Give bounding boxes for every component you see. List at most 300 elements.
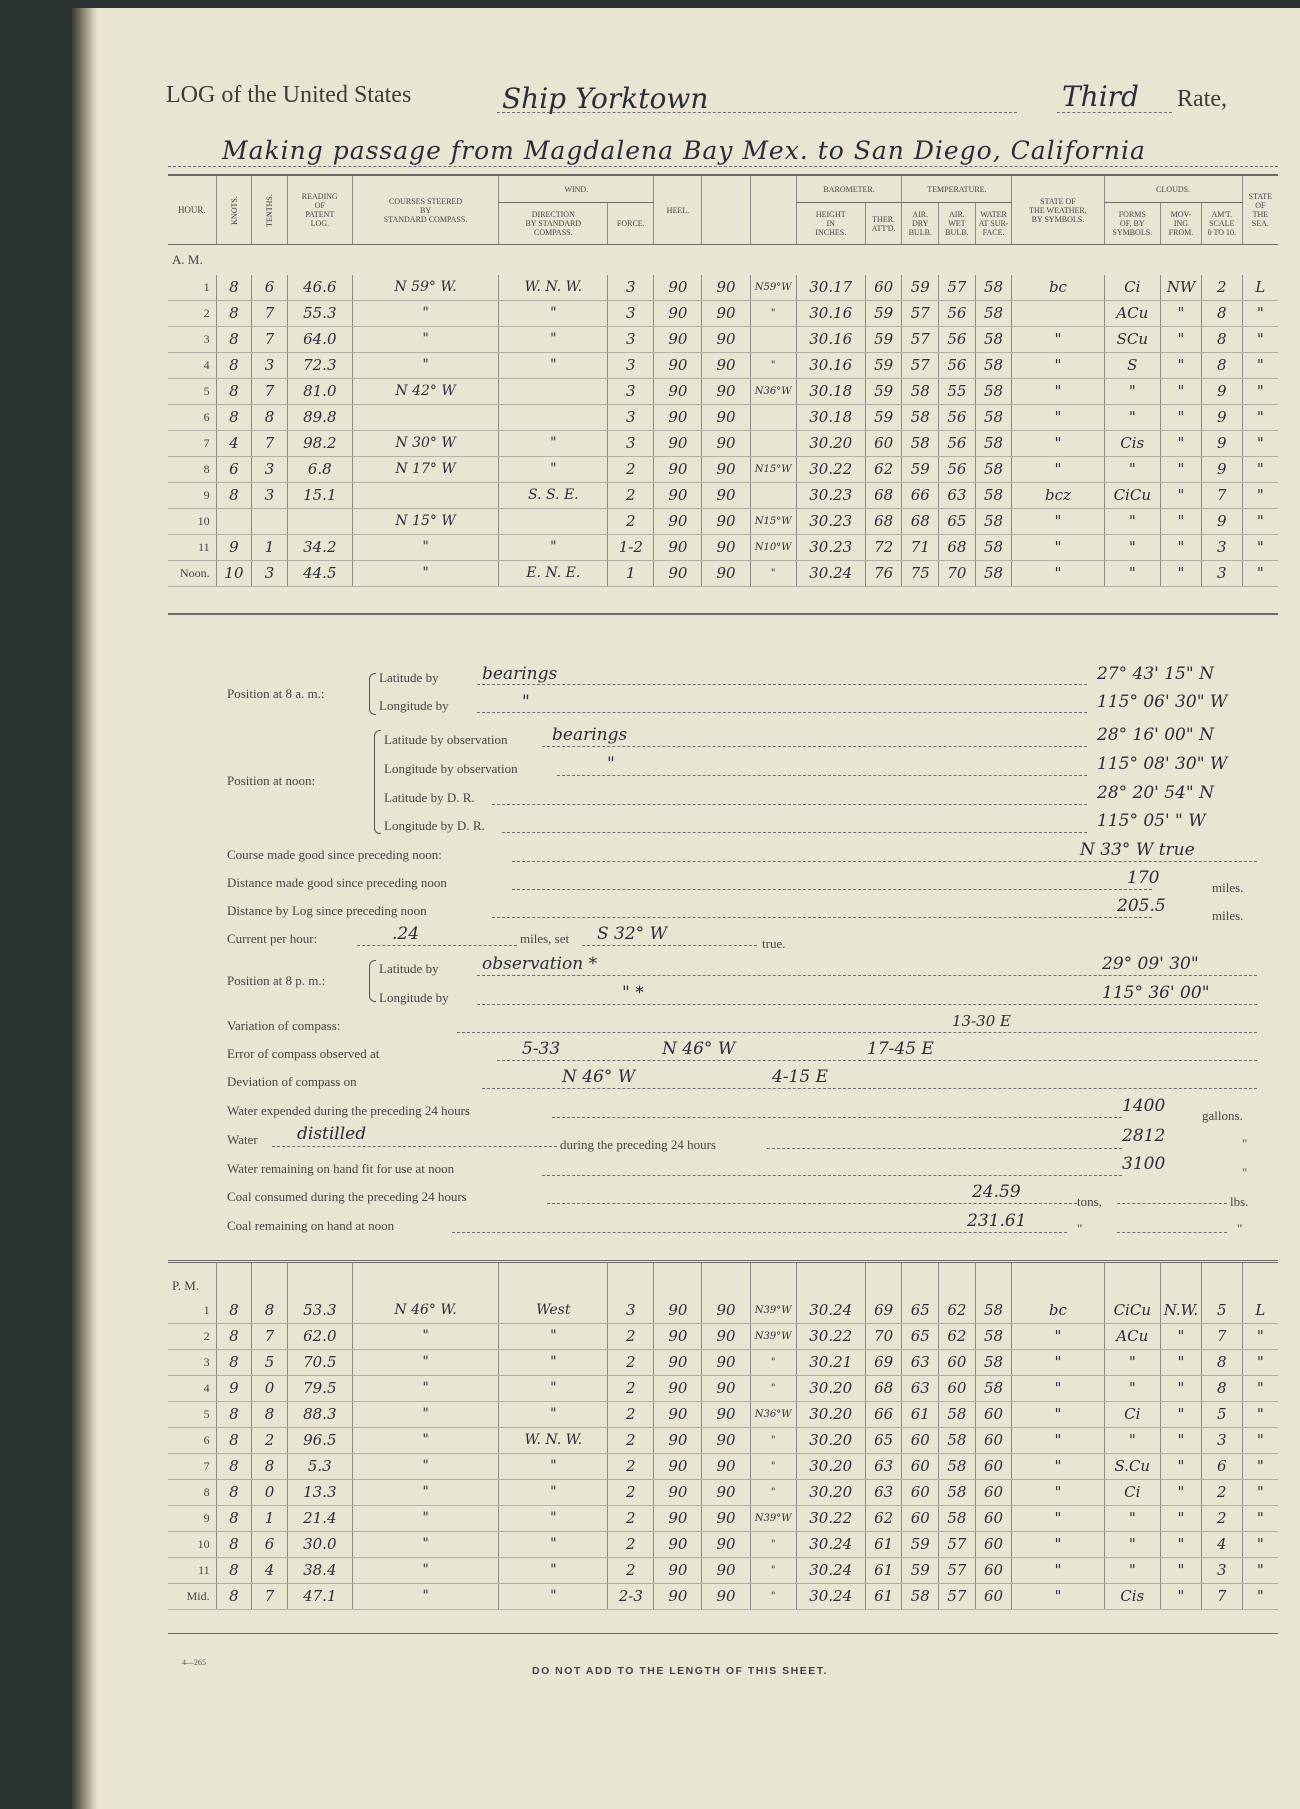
cell-heel2: 90 [702,1531,750,1557]
col-patent-log: READING OF PATENT LOG. [287,175,352,245]
cell-course: " [352,1583,499,1609]
cell-h: 4 [168,1375,216,1401]
cell-h: 1 [168,1298,216,1324]
cell-heel2: 90 [702,560,750,586]
cell-course: N 15° W [352,508,499,534]
cell-ther: 62 [865,1505,902,1531]
cell-heel3: " [750,300,796,326]
cell-k: 9 [216,1375,252,1401]
cell-sea: " [1242,508,1278,534]
cell-bar: 30.21 [796,1349,865,1375]
cell-wet: 62 [939,1323,976,1349]
cell-h: 3 [168,1349,216,1375]
cell-t: 6 [252,275,288,301]
cell-heel1: 90 [654,1453,702,1479]
lat-obs-noon-value: 28° 16' 00" N [1097,725,1214,745]
lat-8am-value: 27° 43' 15" N [1097,664,1214,684]
course-made-value: N 33° W true [1080,840,1195,860]
cell-k: 4 [216,430,252,456]
position-noon-label: Position at noon: [227,773,316,788]
cell-heel2: 90 [702,482,750,508]
cell-k: 8 [216,352,252,378]
cell-wdir: " [499,1401,608,1427]
cell-bar: 30.20 [796,1453,865,1479]
cell-heel1: 90 [654,1557,702,1583]
cell-k: 8 [216,326,252,352]
cell-k: 8 [216,275,252,301]
am-row [168,456,1278,482]
cell-heel2: 90 [702,300,750,326]
cell-moving: " [1161,430,1202,456]
cell-heel3: " [750,1531,796,1557]
cell-amt: 9 [1201,404,1242,430]
cell-sea: L [1242,275,1278,301]
lon-obs-label: Longitude by observation [384,761,518,776]
water-distilled-word: distilled [297,1124,367,1144]
cell-course: " [352,1427,499,1453]
cell-heel2: 90 [702,352,750,378]
cell-course: " [352,534,499,560]
cell-h: 1 [168,275,216,301]
cell-wdir: " [499,1323,608,1349]
cell-t: 8 [252,404,288,430]
cell-weather: bcz [1012,482,1104,508]
cell-forms: Ci [1104,275,1161,301]
cell-course: " [352,1505,499,1531]
cell-log: 96.5 [287,1427,352,1453]
cell-heel1: 90 [654,1505,702,1531]
cell-heel1: 90 [654,560,702,586]
cell-amt: 2 [1201,1505,1242,1531]
cell-ther: 76 [865,560,902,586]
cell-t: 0 [252,1479,288,1505]
cell-wet: 56 [939,300,976,326]
cell-wet: 56 [939,326,976,352]
cell-wet: 70 [939,560,976,586]
cell-dry: 68 [902,508,939,534]
cell-t: 7 [252,1583,288,1609]
cell-heel1: 90 [654,352,702,378]
col-tenths: TENTHS. [252,175,288,245]
cell-ther: 69 [865,1349,902,1375]
cell-sea: " [1242,352,1278,378]
cell-amt: 8 [1201,352,1242,378]
lon-dr-label: Longitude by D. R. [384,818,485,833]
cell-t: 8 [252,1298,288,1324]
cell-k: 8 [216,1401,252,1427]
cell-heel1: 90 [654,1531,702,1557]
cell-h: 5 [168,1401,216,1427]
coal-remaining-value: 231.61 [967,1211,1027,1231]
cell-wdir: " [499,1531,608,1557]
form-number: 4—265 [182,1658,206,1667]
cell-wet: 57 [939,1583,976,1609]
cell-amt: 7 [1201,482,1242,508]
cell-heel1: 90 [654,326,702,352]
cell-wdir: " [499,1479,608,1505]
cell-heel1: 90 [654,1298,702,1324]
cell-weather: " [1012,430,1104,456]
cell-moving: " [1161,534,1202,560]
cell-k: 6 [216,456,252,482]
lon-dr-noon-value: 115° 05' " W [1097,811,1206,831]
pm-row [168,1323,1278,1349]
lon-8pm-method: " * [622,983,644,1003]
cell-course [352,482,499,508]
cell-heel2: 90 [702,1583,750,1609]
cell-force: 3 [608,1298,654,1324]
cell-sea: " [1242,1323,1278,1349]
cell-forms: S.Cu [1104,1453,1161,1479]
cell-h: 7 [168,430,216,456]
cell-heel2: 90 [702,1505,750,1531]
cell-heel3: N39°W [750,1505,796,1531]
cell-force: 2 [608,1479,654,1505]
cell-water: 60 [975,1557,1012,1583]
cell-wdir: " [499,1349,608,1375]
col-heel-c [750,175,796,245]
gallons-label: gallons. [1202,1108,1243,1123]
cell-bar: 30.22 [796,1505,865,1531]
cell-force: 3 [608,404,654,430]
cell-dry: 57 [902,300,939,326]
cell-weather: bc [1012,1298,1104,1324]
cell-dry: 60 [902,1505,939,1531]
cell-wdir: " [499,1583,608,1609]
dist-log-value: 205.5 [1117,896,1166,916]
lon-obs-method: " [607,754,615,774]
am-row [168,430,1278,456]
cell-course: " [352,1349,499,1375]
cell-heel1: 90 [654,378,702,404]
col-courses: COURSES STEERED BY STANDARD COMPASS. [352,175,499,245]
cell-amt: 3 [1201,1557,1242,1583]
log-title: LOG of the United States [166,82,412,108]
cell-bar: 30.20 [796,1479,865,1505]
cell-heel1: 90 [654,300,702,326]
cell-wet: 57 [939,1531,976,1557]
col-temperature: TEMPERATURE. [902,175,1012,203]
col-barometer: BAROMETER. [796,175,902,203]
cell-dry: 58 [902,378,939,404]
cell-heel3: N36°W [750,378,796,404]
cell-amt: 7 [1201,1583,1242,1609]
cell-heel2: 90 [702,275,750,301]
cell-heel3: " [750,1427,796,1453]
cell-heel3 [750,326,796,352]
cell-t: 3 [252,456,288,482]
cell-bar: 30.20 [796,1427,865,1453]
cell-h: 3 [168,326,216,352]
cell-dry: 59 [902,1557,939,1583]
cell-k: 8 [216,378,252,404]
cell-force: 2 [608,1557,654,1583]
cell-force: 2 [608,1401,654,1427]
cell-moving: " [1161,1583,1202,1609]
cell-heel1: 90 [654,1349,702,1375]
cell-t: 5 [252,1349,288,1375]
water-expended-value: 1400 [1122,1096,1166,1116]
cell-t: 2 [252,1427,288,1453]
cell-forms: CiCu [1104,482,1161,508]
cell-h: Mid. [168,1583,216,1609]
cell-dry: 65 [902,1298,939,1324]
cell-heel2: 90 [702,430,750,456]
cell-heel2: 90 [702,1557,750,1583]
cell-heel2: 90 [702,404,750,430]
cell-sea: " [1242,1349,1278,1375]
cell-log: 81.0 [287,378,352,404]
lat-obs-method: bearings [552,725,628,745]
cell-heel3: " [750,1479,796,1505]
variation-label: Variation of compass: [227,1018,341,1033]
cell-moving: " [1161,508,1202,534]
cell-amt: 3 [1201,1427,1242,1453]
miles-set-label: miles, set [520,931,570,946]
cell-dry: 71 [902,534,939,560]
am-row [168,508,1278,534]
cell-moving: " [1161,300,1202,326]
cell-weather: " [1012,560,1104,586]
cell-moving: " [1161,378,1202,404]
cell-k: 8 [216,1298,252,1324]
cell-water: 60 [975,1401,1012,1427]
lon-8am-value: 115° 06' 30" W [1097,692,1228,712]
cell-heel3: N10°W [750,534,796,560]
cell-ther: 61 [865,1531,902,1557]
cell-sea: " [1242,534,1278,560]
cell-amt: 2 [1201,1479,1242,1505]
cell-ther: 72 [865,534,902,560]
tons-label: tons, [1077,1194,1102,1209]
cell-water: 58 [975,482,1012,508]
cell-heel1: 90 [654,275,702,301]
col-cloud-forms: FORMS OF, BY SYMBOLS. [1104,203,1161,245]
cell-sea: " [1242,482,1278,508]
cell-heel3 [750,404,796,430]
cell-heel1: 90 [654,1375,702,1401]
cell-heel2: 90 [702,508,750,534]
cell-sea: " [1242,456,1278,482]
cell-heel1: 90 [654,404,702,430]
cell-weather: " [1012,1583,1104,1609]
cell-water: 58 [975,300,1012,326]
cell-water: 58 [975,1298,1012,1324]
cell-forms: " [1104,1531,1161,1557]
cell-dry: 57 [902,352,939,378]
coal-consumed-value: 24.59 [972,1182,1021,1202]
cell-moving: " [1161,482,1202,508]
cell-heel1: 90 [654,508,702,534]
cell-water: 58 [975,1349,1012,1375]
cell-h: 9 [168,1505,216,1531]
cell-wet: 56 [939,430,976,456]
rate-label: Rate, [1177,86,1227,112]
cell-weather: " [1012,1427,1104,1453]
cell-ther: 61 [865,1557,902,1583]
coal-consumed-label: Coal consumed during the preceding 24 hours [227,1189,467,1204]
cell-log: 79.5 [287,1375,352,1401]
cell-wet: 65 [939,508,976,534]
cell-moving: " [1161,1557,1202,1583]
cell-dry: 60 [902,1453,939,1479]
cell-wet: 58 [939,1401,976,1427]
am-row [168,300,1278,326]
cell-moving: " [1161,1323,1202,1349]
col-knots: KNOTS. [216,175,252,245]
pm-row [168,1557,1278,1583]
cell-wet: 56 [939,352,976,378]
col-sea: STATE OF THE SEA. [1242,175,1278,245]
cell-force: 2 [608,1349,654,1375]
cell-sea: " [1242,1531,1278,1557]
cell-weather: " [1012,1375,1104,1401]
cell-water: 58 [975,456,1012,482]
cell-bar: 30.23 [796,482,865,508]
cell-course: " [352,1557,499,1583]
cell-t: 0 [252,1375,288,1401]
lat-8am-method: bearings [482,664,558,684]
lat-8pm-value: 29° 09' 30" [1102,954,1199,974]
cell-weather: " [1012,1479,1104,1505]
cell-t: 1 [252,1505,288,1531]
cell-wdir: " [499,1505,608,1531]
cell-ther: 59 [865,404,902,430]
cell-amt: 8 [1201,300,1242,326]
cell-bar: 30.17 [796,275,865,301]
error-label: Error of compass observed at [227,1046,380,1061]
cell-wdir: " [499,300,608,326]
cell-h: 11 [168,534,216,560]
cell-moving: " [1161,1349,1202,1375]
cell-bar: 30.16 [796,352,865,378]
cell-amt: 6 [1201,1453,1242,1479]
passage-description: Making passage from Magdalena Bay Mex. to San Diego, California [222,136,1146,165]
pm-row [168,1531,1278,1557]
cell-heel3 [750,430,796,456]
cell-bar: 30.24 [796,560,865,586]
cell-force: 3 [608,300,654,326]
cell-h: 2 [168,300,216,326]
cell-forms: " [1104,560,1161,586]
miles-label-1: miles. [1212,880,1244,895]
cell-course: " [352,300,499,326]
cell-force: 3 [608,326,654,352]
cell-k: 8 [216,1479,252,1505]
cell-log: 53.3 [287,1298,352,1324]
cell-dry: 59 [902,275,939,301]
am-row [168,378,1278,404]
current-value: .24 [392,924,420,944]
cell-force: 3 [608,378,654,404]
cell-log: 46.6 [287,275,352,301]
cell-amt: 3 [1201,560,1242,586]
cell-force: 3 [608,275,654,301]
cell-force: 2 [608,456,654,482]
col-cloud-moving: MOV- ING FROM. [1161,203,1202,245]
error-bearing: N 46° W [662,1039,736,1059]
variation-value: 13-30 E [952,1012,1011,1030]
cell-moving: " [1161,404,1202,430]
cell-amt: 5 [1201,1298,1242,1324]
lon-8am-method: " [522,692,530,712]
cell-sea: " [1242,300,1278,326]
position-8am-label: Position at 8 a. m.: [227,686,325,701]
lon-obs-noon-value: 115° 08' 30" W [1097,754,1228,774]
cell-log: 13.3 [287,1479,352,1505]
cell-forms: ACu [1104,300,1161,326]
cell-weather: " [1012,326,1104,352]
cell-bar: 30.24 [796,1531,865,1557]
cell-bar: 30.16 [796,300,865,326]
cell-wdir: " [499,1375,608,1401]
cell-moving: " [1161,1531,1202,1557]
cell-ther: 68 [865,482,902,508]
cell-wdir: " [499,1557,608,1583]
cell-bar: 30.16 [796,326,865,352]
lat-8pm-method: observation * [482,954,598,974]
cell-sea: " [1242,1505,1278,1531]
cell-water: 58 [975,430,1012,456]
cell-weather: " [1012,456,1104,482]
am-row [168,352,1278,378]
cell-k: 8 [216,1505,252,1531]
cell-wet: 60 [939,1349,976,1375]
cell-course: N 59° W. [352,275,499,301]
cell-k: 8 [216,1531,252,1557]
cell-wet: 62 [939,1298,976,1324]
cell-water: 60 [975,1531,1012,1557]
cell-log: 38.4 [287,1557,352,1583]
position-8pm-label: Position at 8 p. m.: [227,973,326,988]
lon-by-label: Longitude by [379,698,449,713]
footer-notice: DO NOT ADD TO THE LENGTH OF THIS SHEET. [532,1665,828,1677]
cell-heel1: 90 [654,482,702,508]
current-label: Current per hour: [227,931,318,946]
cell-wet: 68 [939,534,976,560]
cell-amt: 9 [1201,378,1242,404]
cell-k: 9 [216,534,252,560]
cell-sea: " [1242,1375,1278,1401]
cell-sea: " [1242,430,1278,456]
cell-wdir: " [499,1453,608,1479]
error-time: 5-33 [522,1039,561,1059]
cell-water: 58 [975,508,1012,534]
cell-water: 60 [975,1453,1012,1479]
cell-heel3: " [750,1583,796,1609]
cell-water: 58 [975,378,1012,404]
cell-bar: 30.18 [796,404,865,430]
cell-weather: " [1012,1505,1104,1531]
cell-heel2: 90 [702,1323,750,1349]
cell-weather: " [1012,1453,1104,1479]
am-row [168,275,1278,301]
cell-ther: 66 [865,1401,902,1427]
miles-label-2: miles. [1212,908,1244,923]
pm-log-table [168,1260,1278,1634]
true-label: true. [762,936,786,951]
cell-heel2: 90 [702,378,750,404]
cell-moving: " [1161,1505,1202,1531]
cell-dry: 58 [902,1583,939,1609]
cell-ther: 59 [865,326,902,352]
cell-log: 15.1 [287,482,352,508]
cell-wet: 58 [939,1427,976,1453]
cell-water: 58 [975,352,1012,378]
cell-course: " [352,352,499,378]
cell-ther: 70 [865,1323,902,1349]
cell-sea: " [1242,378,1278,404]
